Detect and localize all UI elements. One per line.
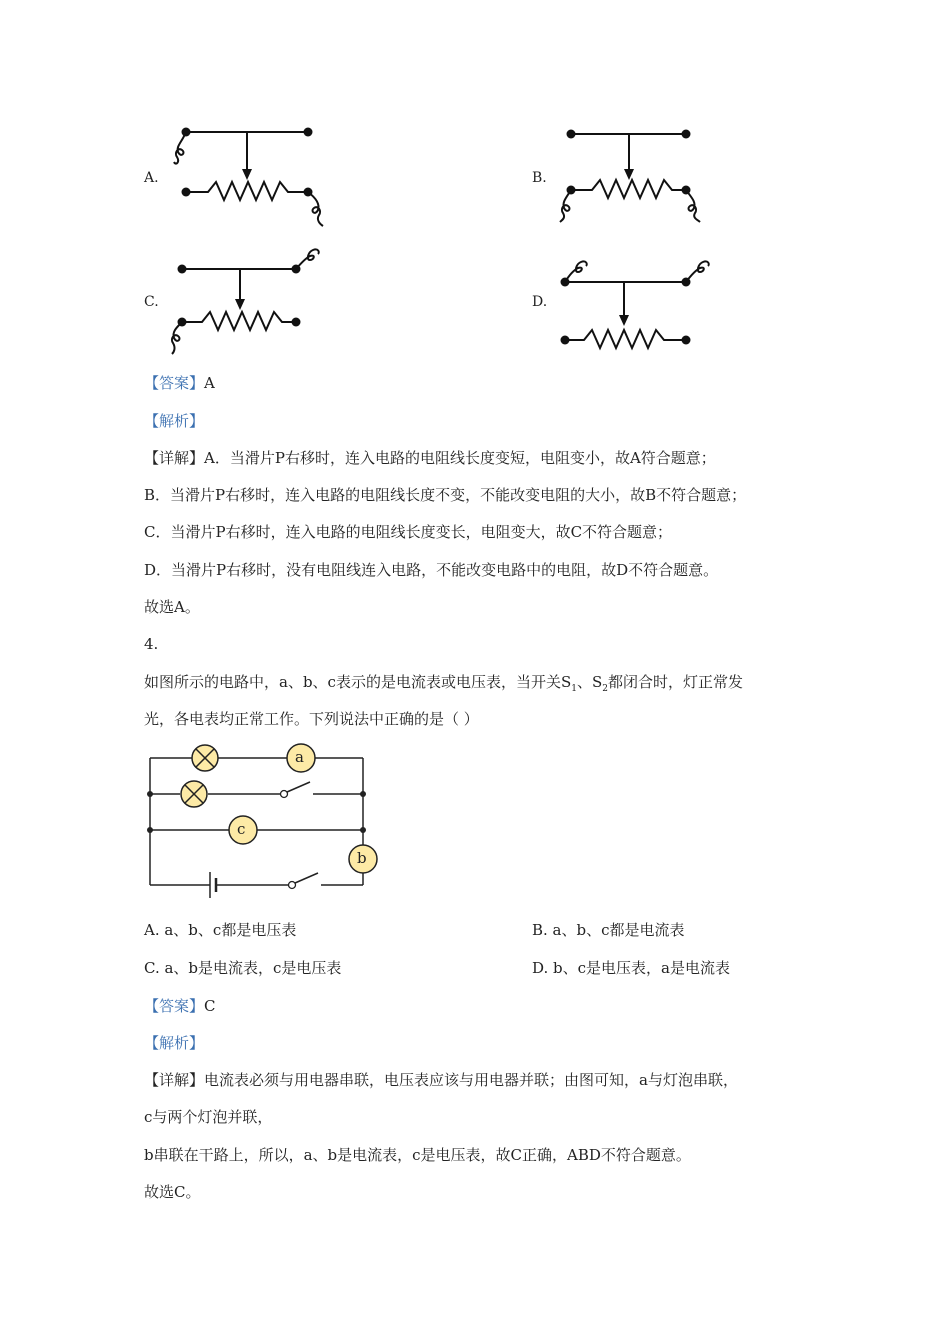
meter-b-label: b	[357, 849, 367, 867]
option-c-label: C.	[144, 294, 159, 310]
answer-value: A	[204, 374, 215, 392]
q3-conclusion: 故选A。	[144, 598, 200, 616]
stem-text: 如图所示的电路中，a、b、c表示的是电流表或电压表，当开关S	[144, 673, 572, 691]
detail-tag: 【详解】	[144, 449, 205, 467]
q3-detail-line-4: D．当滑片P右移时，没有电阻线连入电路，不能改变电路中的电阻，故D不符合题意。	[144, 561, 719, 579]
answer-tag: 【答案】	[144, 997, 205, 1015]
choice-c: C. a、b是电流表，c是电压表	[144, 959, 342, 977]
answer-value: C	[204, 997, 216, 1015]
choice-b: B. a、b、c都是电流表	[532, 921, 685, 939]
q3-detail-line-3: C．当滑片P右移时，连入电路的电阻线长度变长，电阻变大，故C不符合题意；	[144, 523, 673, 541]
lamp-1-icon	[192, 745, 218, 771]
q4-detail-line-1	[144, 1070, 738, 1090]
analysis-tag: 【解析】	[144, 412, 205, 430]
meter-a-label: a	[295, 748, 304, 766]
choice-a: A. a、b、c都是电压表	[144, 921, 297, 939]
question-number: 4.	[144, 635, 159, 653]
q4-stem-line-2: 光，各电表均正常工作。下列说法中正确的是（ ）	[144, 710, 479, 728]
option-a-label: A.	[144, 170, 159, 186]
option-d-label: D.	[532, 294, 548, 310]
detail-text: A．当滑片P右移时，连入电路的电阻线长度变短，电阻变小，故A符合题意；	[204, 449, 716, 467]
s2-subscript: 2	[602, 684, 608, 694]
q4-answer-row	[144, 996, 216, 1016]
q4-detail-line-3: b串联在干路上，所以，a、b是电流表，c是电压表，故C正确，ABD不符合题意。	[144, 1146, 691, 1164]
answer-tag: 【答案】	[144, 374, 205, 392]
lamp-2-icon	[181, 781, 207, 807]
q4-conclusion: 故选C。	[144, 1183, 201, 1201]
q3-detail-line-2: B．当滑片P右移时，连入电路的电阻线长度不变，不能改变电阻的大小，故B不符合题意；	[144, 486, 747, 504]
choice-d: D. b、c是电压表，a是电流表	[532, 959, 730, 977]
q4-detail-line-2: c与两个灯泡并联，	[144, 1108, 273, 1126]
detail-text: 电流表必须与用电器串联，电压表应该与用电器并联；由图可知，a与灯泡串联，	[204, 1071, 738, 1089]
detail-tag: 【详解】	[144, 1071, 205, 1089]
option-b-label: B.	[532, 170, 547, 186]
stem-separator: 、S	[576, 673, 603, 691]
analysis-tag: 【解析】	[144, 1034, 205, 1052]
meter-c-label: c	[237, 820, 246, 838]
s1-subscript: 1	[571, 684, 577, 694]
stem-text-end: 都闭合时，灯正常发	[607, 673, 743, 691]
